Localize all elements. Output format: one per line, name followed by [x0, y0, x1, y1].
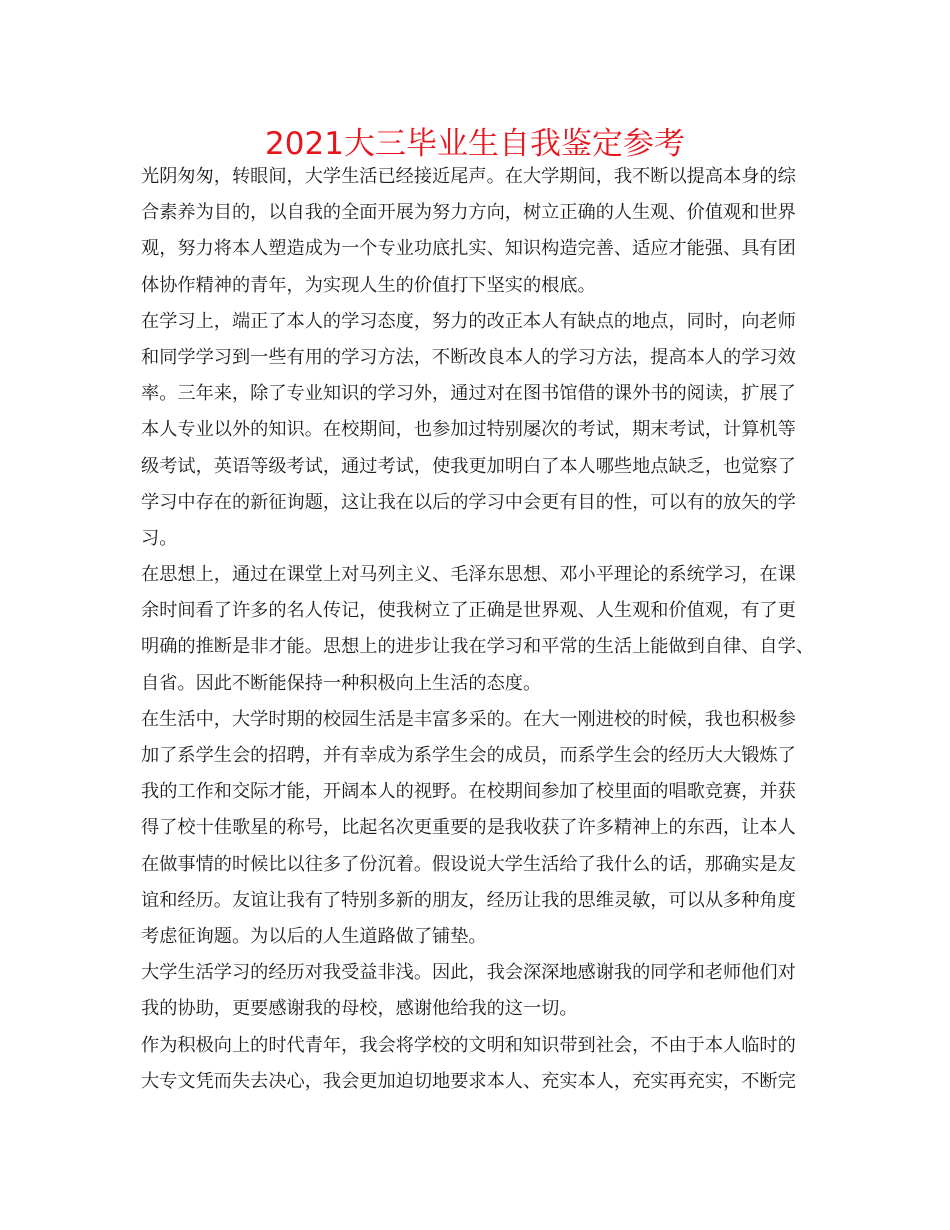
text-line: 学习中存在的新征询题，这让我在以后的学习中会更有目的性，可以有的放矢的学: [141, 491, 796, 513]
text-line: 本人专业以外的知识。在校期间，也参加过特别屡次的考试，期末考试，计算机等: [141, 419, 796, 441]
paragraph: [141, 955, 825, 1027]
text-line: 观，努力将本人塑造成为一个专业功底扎实、知识构造完善、适应才能强、具有团: [141, 238, 796, 260]
text-line: 和同学学习到一些有用的学习方法，不断改良本人的学习方法，提高本人的学习效: [141, 346, 796, 368]
text-line: 在学习上，端正了本人的学习态度，努力的改正本人有缺点的地点，同时，向老师: [141, 310, 796, 332]
document-body: [141, 159, 825, 1100]
paragraph: [141, 304, 825, 557]
text-line: 大学生活学习的经历对我受益非浅。因此，我会深深地感谢我的同学和老师他们对: [141, 962, 796, 984]
text-line: 谊和经历。友谊让我有了特别多新的朋友，经历让我的思维灵敏，可以从多种角度: [141, 889, 796, 911]
text-line: 得了校十佳歌星的称号，比起名次更重要的是我收获了许多精神上的东西，让本人: [141, 817, 796, 839]
text-line: 作为积极向上的时代青年，我会将学校的文明和知识带到社会，不由于本人临时的: [141, 1034, 796, 1056]
text-line: 自省。因此不断能保持一种积极向上生活的态度。: [141, 672, 542, 694]
text-line: 在思想上，通过在课堂上对马列主义、毛泽东思想、邓小平理论的系统学习，在课: [141, 564, 796, 586]
paragraph: [141, 159, 825, 304]
text-line: 考虑征询题。为以后的人生道路做了铺垫。: [141, 925, 487, 947]
text-line: 习。: [141, 527, 178, 549]
text-line: 级考试，英语等级考试，通过考试，使我更加明白了本人哪些地点缺乏，也觉察了: [141, 455, 796, 477]
text-line: 体协作精神的青年，为实现人生的价值打下坚实的根底。: [141, 274, 596, 296]
text-line: 余时间看了许多的名人传记，使我树立了正确是世界观、人生观和价值观，有了更: [141, 600, 796, 622]
text-line: 我的工作和交际才能，开阔本人的视野。在校期间参加了校里面的唱歌竞赛，并获: [141, 781, 796, 803]
text-line: 大专文凭而失去决心，我会更加迫切地要求本人、充实本人，充实再充实，不断完: [141, 1070, 796, 1092]
text-line: 在生活中，大学时期的校园生活是丰富多采的。在大一刚进校的时候，我也积极参: [141, 708, 796, 730]
text-line: 加了系学生会的招聘，并有幸成为系学生会的成员，而系学生会的经历大大锻炼了: [141, 745, 796, 766]
paragraph: [141, 702, 825, 955]
paragraph: [141, 557, 825, 702]
text-line: 合素养为目的，以自我的全面开展为努力方向，树立正确的人生观、价值观和世界: [141, 202, 796, 224]
text-line: 我的协助，更要感谢我的母校，感谢他给我的这一切。: [141, 998, 578, 1020]
document-title: 2021大三毕业生自我鉴定参考: [265, 126, 685, 162]
text-line: 在做事情的时候比以往多了份沉着。假设说大学生活给了我什么的话，那确实是友: [141, 853, 796, 875]
text-line: 明确的推断是非才能。思想上的进步让我在学习和平常的生活上能做到自律、自学、: [141, 636, 814, 658]
paragraph: [141, 1028, 825, 1100]
text-line: 光阴匆匆，转眼间，大学生活已经接近尾声。在大学期间，我不断以提高本身的综: [141, 166, 796, 187]
text-line: 率。三年来，除了专业知识的学习外，通过对在图书馆借的课外书的阅读，扩展了: [141, 383, 796, 405]
